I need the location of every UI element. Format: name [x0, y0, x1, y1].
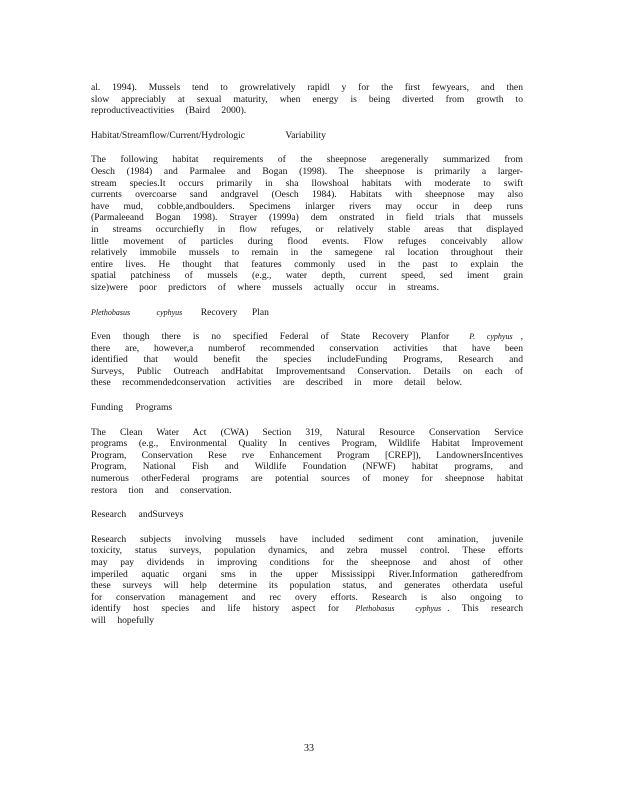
research-body-italic: Plethobasus cyphyus	[355, 604, 442, 614]
research-heading: Research andSurveys	[91, 509, 184, 521]
habitat-paragraph: The following habitat requirements of the sheepnose aregenerally summarized from Oesch (1984) and Parmalee and Bogan (1998). The sheepnose is primarily a larger-stream species.It occurs primarily in sha llowshoal habitats with moderate to swift currents overcoarse sand andgravel (Oesch 1984). Habitats with sheepnose may also have mud, cobble,andboulders. Specimens inlarger rivers may occur in deep runs (Parmaleeand Bogan 1998). Strayer (1999a) dem onstrated in field trials that mussels in streams occurchiefly in flow refuges, or relatively stable areas that displayed little movement of particles during flood events. Flow refuges conceivably allow relatively immobile mussels to remain in the samegene ral location throughout their entire lives. He thought that features commonly used in the past to explain the spatial patchiness of mussels (e.g., water depth, current speed, sed iment grain size)were poor predictors of where mussels actually occur in streams.	[91, 154, 523, 293]
funding-paragraph: The Clean Water Act (CWA) Section 319, Natural Resource Conservation Service programs (e.g., Environmental Quality In centives Program, Wildlife Habitat Improvement Program, Conservation Rese rve Enhancement Program [CREP]), LandownersIncentives Program, National Fish and Wildlife Foundation (NFWF) habitat programs, and numerous otherFederal programs are potential sources of money for sheepnose habitat restora tion and conservation.	[91, 426, 523, 496]
research-body-part2: . This research will hopefully	[91, 603, 524, 626]
recovery-paragraph	[91, 331, 523, 389]
recovery-heading-species: cyphyus	[156, 307, 183, 317]
funding-heading: Funding Programs	[91, 402, 173, 414]
recovery-body-part1: Even though there is no specified Federal of State Recovery Planfor	[91, 331, 450, 343]
recovery-body-italic: P. cyphyus	[469, 332, 513, 342]
recovery-heading	[91, 307, 523, 319]
recovery-heading-genus: Plethobasus	[91, 307, 131, 317]
habitat-heading-tail: Variability	[285, 129, 326, 141]
research-paragraph	[91, 534, 523, 627]
recovery-heading-rest: Recovery Plan	[200, 306, 269, 318]
page-number: 33	[304, 743, 314, 754]
page-content	[91, 82, 523, 627]
research-body-part1: Research subjects involving mussels have included sediment cont amination, juvenile toxicity, status surveys, population dynamics, and zebra mussel control. These efforts may pay dividends in improving conditions for the sheepnose and ahost of other imperiled aquatic organi sms in the upper Mississippi River.Information gatheredfrom these surveys will help determine its population status, and generates otherdata useful for conservation management and rec overy efforts. Research is also ongoing to identify host species and life history aspect for	[91, 533, 523, 615]
habitat-heading	[91, 130, 523, 142]
recovery-body-part2: , there are, however,a numberof recommended conservation activities that have been identified that would benefit the species includeFunding Programs, Research and Surveys, Public Outreach andHabitat Improvementsand Conservation. Details on each of these recommendedconservation activities are described in more detail below.	[91, 331, 523, 389]
habitat-heading-main: Habitat/Streamflow/Current/Hydrologic	[91, 129, 245, 141]
intro-paragraph: al. 1994). Mussels tend to growrelatively rapidl y for the first fewyears, and then slow appreciably at sexual maturity, when energy is being diverted from growth to reproductiveactivities (Baird 2000).	[91, 82, 523, 117]
